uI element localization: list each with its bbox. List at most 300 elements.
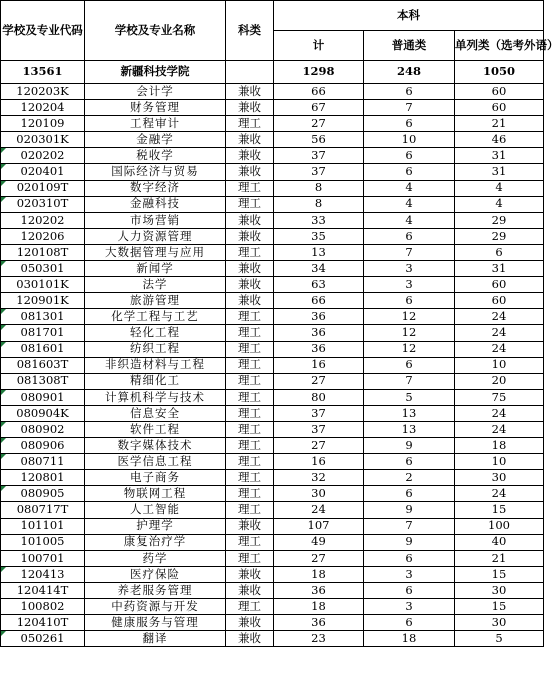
major-regular-text: 6: [405, 550, 413, 565]
major-total-text: 36: [311, 341, 326, 356]
major-code-text: 120109: [20, 115, 65, 130]
major-code-text: 050301: [20, 260, 65, 275]
major-category: [226, 421, 274, 437]
table-row: [1, 196, 544, 212]
major-total: [274, 228, 364, 244]
major-single-text: 15: [491, 566, 507, 581]
major-name-text: 纺织工程: [130, 341, 180, 356]
table-row: [1, 293, 544, 309]
major-total-text: 18: [311, 598, 326, 613]
major-code: [1, 180, 85, 196]
major-single-text: 29: [491, 212, 507, 227]
cell-marker-icon: [1, 631, 6, 636]
major-total: [274, 454, 364, 470]
major-regular: [364, 309, 455, 325]
major-total-text: 63: [311, 276, 326, 291]
major-name-text: 金融科技: [130, 196, 180, 211]
table-row: [1, 228, 544, 244]
major-name-text: 数字经济: [130, 180, 180, 195]
major-name-text: 康复治疗学: [123, 534, 187, 549]
major-code: [1, 100, 85, 116]
major-name-text: 信息安全: [130, 405, 180, 420]
major-code: [1, 228, 85, 244]
major-category: [226, 566, 274, 582]
major-regular: [364, 228, 455, 244]
header-row-top: [1, 1, 544, 31]
major-single-text: 24: [491, 486, 507, 501]
major-name: [85, 534, 226, 550]
major-single: [455, 84, 544, 100]
major-category: [226, 438, 274, 454]
major-code-text: 120203K: [16, 83, 69, 98]
major-code: [1, 325, 85, 341]
table-row: [1, 212, 544, 228]
major-category-text: 兼收: [238, 630, 261, 645]
major-category: [226, 357, 274, 373]
major-name: [85, 341, 226, 357]
major-total: [274, 293, 364, 309]
table-row: [1, 534, 544, 550]
major-code: [1, 116, 85, 132]
major-code: [1, 164, 85, 180]
major-name-text: 药学: [142, 550, 168, 565]
major-category-text: 兼收: [238, 212, 261, 227]
major-single: [455, 212, 544, 228]
major-regular-text: 4: [405, 180, 413, 195]
major-single-text: 46: [491, 132, 507, 147]
major-single-text: 24: [491, 309, 507, 324]
major-category: [226, 180, 274, 196]
major-category: [226, 309, 274, 325]
major-single: [455, 566, 544, 582]
major-single-text: 6: [495, 244, 503, 259]
major-total-text: 37: [311, 148, 326, 163]
major-code-text: 100701: [20, 550, 65, 565]
major-regular: [364, 421, 455, 437]
major-single: [455, 244, 544, 260]
major-name-text: 法学: [142, 276, 168, 291]
major-regular: [364, 277, 455, 293]
major-total-text: 27: [311, 373, 326, 388]
major-name-text: 人力资源管理: [117, 228, 193, 243]
major-total-text: 8: [314, 196, 323, 211]
table-row: [1, 389, 544, 405]
major-total: [274, 582, 364, 598]
table-row: [1, 615, 544, 631]
major-code: [1, 599, 85, 615]
major-code: [1, 631, 85, 647]
major-regular-text: 9: [405, 437, 413, 452]
major-name-text: 旅游管理: [130, 293, 180, 308]
major-category-text: 兼收: [238, 99, 261, 114]
major-code: [1, 438, 85, 454]
major-name: [85, 293, 226, 309]
major-single: [455, 148, 544, 164]
major-single: [455, 116, 544, 132]
major-single-text: 31: [491, 164, 507, 179]
major-name: [85, 212, 226, 228]
major-code: [1, 373, 85, 389]
major-name-text: 数字媒体技术: [117, 437, 193, 452]
major-total-text: 35: [311, 228, 326, 243]
major-regular-text: 6: [405, 614, 413, 629]
major-name-text: 医疗保险: [130, 566, 180, 581]
major-total-text: 27: [311, 437, 326, 452]
major-total-text: 27: [311, 550, 326, 565]
major-regular-text: 13: [401, 405, 417, 420]
major-code-text: 020310T: [16, 196, 69, 211]
major-name: [85, 389, 226, 405]
major-code-text: 120414T: [16, 582, 69, 597]
major-category: [226, 293, 274, 309]
major-single: [455, 309, 544, 325]
major-code: [1, 454, 85, 470]
cell-marker-icon: [1, 261, 6, 266]
major-single: [455, 341, 544, 357]
major-category-text: 理工: [238, 325, 261, 340]
major-total: [274, 550, 364, 566]
major-total-text: 107: [307, 518, 330, 533]
major-name-text: 养老服务管理: [117, 582, 193, 597]
major-name-text: 化学工程与工艺: [111, 309, 199, 324]
major-single: [455, 438, 544, 454]
major-total-text: 36: [311, 614, 326, 629]
major-name: [85, 84, 226, 100]
major-regular-text: 3: [405, 276, 413, 291]
major-regular: [364, 357, 455, 373]
major-category-text: 兼收: [238, 582, 261, 597]
major-code-text: 081301: [20, 309, 65, 324]
major-regular-text: 7: [405, 373, 413, 388]
major-name: [85, 132, 226, 148]
major-category: [226, 341, 274, 357]
major-single-text: 21: [491, 550, 507, 565]
major-regular: [364, 148, 455, 164]
major-category: [226, 228, 274, 244]
major-category-text: 兼收: [238, 148, 261, 163]
major-single-text: 10: [491, 453, 507, 468]
major-regular-text: 3: [405, 260, 413, 275]
major-single-text: 24: [491, 341, 507, 356]
table-row: [1, 180, 544, 196]
major-regular: [364, 389, 455, 405]
major-total: [274, 196, 364, 212]
cell-marker-icon: [1, 342, 6, 347]
major-category: [226, 164, 274, 180]
cell-marker-icon: [1, 197, 6, 202]
major-total: [274, 438, 364, 454]
major-single: [455, 389, 544, 405]
major-single: [455, 180, 544, 196]
major-name: [85, 599, 226, 615]
major-single-text: 4: [495, 196, 503, 211]
major-name: [85, 196, 226, 212]
major-regular-text: 6: [405, 357, 413, 372]
major-total: [274, 341, 364, 357]
table-row: [1, 277, 544, 293]
major-total: [274, 309, 364, 325]
major-total-text: 80: [311, 389, 326, 404]
cell-marker-icon: [1, 325, 6, 330]
major-category-text: 理工: [238, 437, 261, 452]
major-total-text: 24: [311, 502, 326, 517]
major-code-text: 020401: [20, 164, 65, 179]
major-single: [455, 228, 544, 244]
major-code: [1, 293, 85, 309]
major-name-text: 人工智能: [130, 502, 180, 517]
major-total-text: 66: [311, 293, 326, 308]
major-name: [85, 373, 226, 389]
major-name-text: 金融学: [136, 132, 174, 147]
table-row: [1, 84, 544, 100]
major-code-text: 030101K: [16, 276, 69, 291]
major-code-text: 120410T: [16, 614, 69, 629]
major-total: [274, 631, 364, 647]
major-code: [1, 389, 85, 405]
major-total-text: 16: [311, 357, 326, 372]
major-total: [274, 486, 364, 502]
major-name-text: 健康服务与管理: [111, 614, 199, 629]
major-total: [274, 84, 364, 100]
major-regular: [364, 534, 455, 550]
major-total: [274, 212, 364, 228]
table-row: [1, 502, 544, 518]
major-code: [1, 341, 85, 357]
major-regular: [364, 132, 455, 148]
major-category-text: 理工: [238, 341, 261, 356]
major-total: [274, 373, 364, 389]
major-regular: [364, 180, 455, 196]
major-code: [1, 421, 85, 437]
major-name-text: 软件工程: [130, 421, 180, 436]
table-row: [1, 486, 544, 502]
major-single: [455, 100, 544, 116]
cell-marker-icon: [1, 486, 6, 491]
major-regular-text: 6: [405, 115, 413, 130]
major-single-text: 60: [491, 83, 507, 98]
major-name: [85, 566, 226, 582]
major-category: [226, 389, 274, 405]
major-total-text: 13: [311, 244, 326, 259]
major-category-text: 理工: [238, 389, 261, 404]
major-category-text: 理工: [238, 598, 261, 613]
major-code-text: 120901K: [16, 293, 69, 308]
major-single: [455, 502, 544, 518]
table-row: [1, 373, 544, 389]
major-code-text: 080717T: [16, 502, 69, 517]
major-code-text: 081601: [20, 341, 65, 356]
major-name: [85, 164, 226, 180]
major-single: [455, 421, 544, 437]
table-row: [1, 325, 544, 341]
major-regular-text: 5: [405, 389, 413, 404]
major-regular: [364, 293, 455, 309]
major-code-text: 050261: [20, 630, 65, 645]
major-regular-text: 3: [405, 598, 413, 613]
header-total: 计: [274, 31, 364, 61]
major-name: [85, 228, 226, 244]
major-code-text: 101101: [20, 518, 65, 533]
major-code: [1, 212, 85, 228]
major-total: [274, 244, 364, 260]
major-single: [455, 261, 544, 277]
major-regular: [364, 196, 455, 212]
major-category: [226, 405, 274, 421]
major-category: [226, 486, 274, 502]
major-regular: [364, 550, 455, 566]
major-category: [226, 116, 274, 132]
major-category-text: 兼收: [238, 228, 261, 243]
major-single-text: 18: [491, 437, 507, 452]
major-name: [85, 550, 226, 566]
major-code-text: 081603T: [16, 357, 69, 372]
major-single: [455, 405, 544, 421]
major-name: [85, 438, 226, 454]
cell-marker-icon: [1, 454, 6, 459]
major-category-text: 理工: [238, 405, 261, 420]
major-single: [455, 357, 544, 373]
major-total-text: 37: [311, 164, 326, 179]
major-category: [226, 582, 274, 598]
major-regular-text: 4: [405, 212, 413, 227]
major-regular-text: 6: [405, 582, 413, 597]
major-single-text: 10: [491, 357, 507, 372]
major-name-text: 电子商务: [130, 470, 180, 485]
major-regular-text: 4: [405, 196, 413, 211]
table-row: [1, 599, 544, 615]
major-regular: [364, 100, 455, 116]
major-total-text: 16: [311, 453, 326, 468]
major-total: [274, 116, 364, 132]
major-category-text: 兼收: [238, 293, 261, 308]
major-code: [1, 615, 85, 631]
major-name-text: 市场营销: [130, 212, 180, 227]
major-code-text: 080906: [20, 437, 65, 452]
major-name-text: 税收学: [136, 148, 174, 163]
major-total: [274, 518, 364, 534]
major-category-text: 兼收: [238, 614, 261, 629]
major-regular: [364, 84, 455, 100]
major-category-text: 兼收: [238, 83, 261, 98]
major-code-text: 120202: [20, 212, 65, 227]
major-regular: [364, 244, 455, 260]
major-total-text: 37: [311, 405, 326, 420]
major-total: [274, 405, 364, 421]
major-single: [455, 196, 544, 212]
major-code: [1, 405, 85, 421]
header-single: 单列类（选考外语）: [455, 31, 544, 61]
major-total-text: 32: [311, 470, 326, 485]
major-category-text: 兼收: [238, 132, 261, 147]
header-regular: 普通类: [364, 31, 455, 61]
major-name-text: 非织造材料与工程: [105, 357, 205, 372]
major-single: [455, 486, 544, 502]
major-name-text: 医学信息工程: [117, 453, 193, 468]
major-regular-text: 7: [405, 99, 413, 114]
school-name: 新疆科技学院: [85, 61, 226, 84]
major-code-text: 100802: [20, 598, 65, 613]
major-category-text: 兼收: [238, 518, 261, 533]
cell-marker-icon: [1, 567, 6, 572]
major-code-text: 020202: [20, 148, 65, 163]
school-single: 1050: [455, 61, 544, 84]
major-code-text: 101005: [20, 534, 65, 549]
major-code-text: 120204: [20, 99, 65, 114]
major-single-text: 30: [491, 582, 507, 597]
major-regular: [364, 615, 455, 631]
major-single-text: 15: [491, 502, 507, 517]
table-row: [1, 148, 544, 164]
header-name: 学校及专业名称: [85, 1, 226, 61]
major-code-text: 080905: [20, 486, 65, 501]
table-row: [1, 421, 544, 437]
major-regular-text: 6: [405, 486, 413, 501]
major-total: [274, 421, 364, 437]
major-regular-text: 3: [405, 566, 413, 581]
major-total-text: 49: [311, 534, 326, 549]
cell-marker-icon: [1, 422, 6, 427]
table-row: [1, 261, 544, 277]
major-regular-text: 13: [401, 421, 417, 436]
major-total: [274, 148, 364, 164]
major-total: [274, 389, 364, 405]
major-code: [1, 550, 85, 566]
major-category-text: 理工: [238, 196, 261, 211]
major-category: [226, 470, 274, 486]
school-total: 1298: [274, 61, 364, 84]
cell-marker-icon: [1, 164, 6, 169]
major-code: [1, 261, 85, 277]
major-regular-text: 6: [405, 228, 413, 243]
major-code: [1, 582, 85, 598]
cell-marker-icon: [1, 309, 6, 314]
major-code: [1, 518, 85, 534]
major-category: [226, 244, 274, 260]
major-single-text: 30: [491, 614, 507, 629]
major-code: [1, 486, 85, 502]
major-code: [1, 309, 85, 325]
major-category-text: 理工: [238, 534, 261, 549]
major-single-text: 29: [491, 228, 507, 243]
major-single-text: 24: [491, 405, 507, 420]
major-total-text: 23: [311, 630, 326, 645]
major-category: [226, 148, 274, 164]
major-single-text: 31: [491, 260, 507, 275]
table-row: [1, 470, 544, 486]
cell-marker-icon: [1, 390, 6, 395]
major-single: [455, 132, 544, 148]
major-name: [85, 582, 226, 598]
major-total: [274, 164, 364, 180]
table-row: [1, 244, 544, 260]
major-name: [85, 116, 226, 132]
major-single-text: 15: [491, 598, 507, 613]
major-category-text: 兼收: [238, 276, 261, 291]
major-single-text: 60: [491, 276, 507, 291]
major-code-text: 120801: [20, 470, 65, 485]
major-regular: [364, 566, 455, 582]
major-total: [274, 470, 364, 486]
school-code: 13561: [1, 61, 85, 84]
major-single-text: 24: [491, 325, 507, 340]
major-total-text: 30: [311, 486, 326, 501]
major-total-text: 56: [311, 132, 326, 147]
major-single: [455, 518, 544, 534]
major-single: [455, 615, 544, 631]
table-row: [1, 100, 544, 116]
cell-marker-icon: [1, 148, 6, 153]
major-category-text: 理工: [238, 115, 261, 130]
